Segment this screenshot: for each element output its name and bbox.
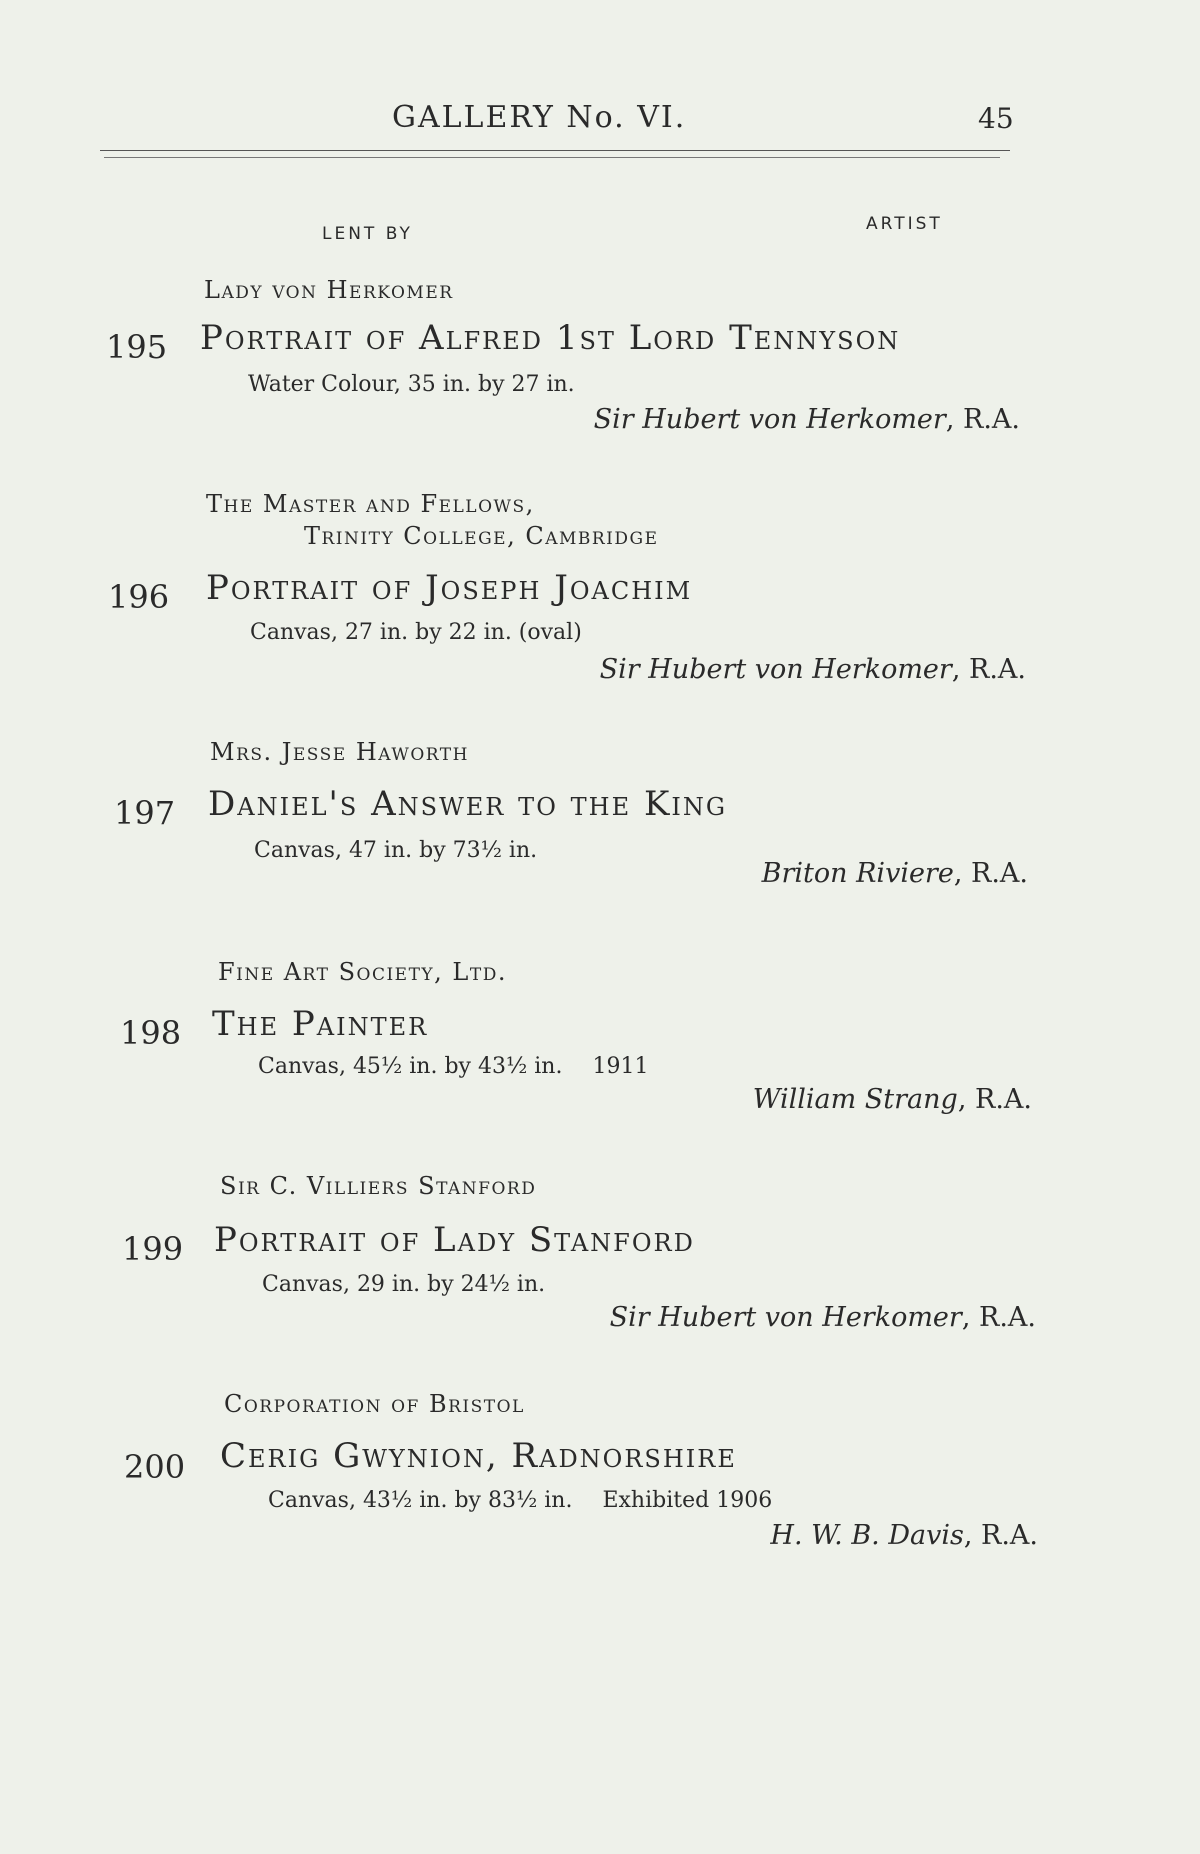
lent-by-column-heading: LENT BY <box>322 224 413 244</box>
artist-credit <box>600 654 1026 685</box>
artist-name: Briton Riviere <box>761 858 954 889</box>
work-medium <box>258 1054 648 1079</box>
gallery-title: GALLERY No. VI. <box>392 100 687 135</box>
work-medium <box>254 838 537 863</box>
medium-text: Canvas, 47 in. by 73½ in. <box>254 838 538 863</box>
artist-suffix: , R.A. <box>963 1520 1038 1551</box>
work-year: 1911 <box>592 1054 649 1079</box>
catalogue-number: 197 <box>114 794 176 832</box>
artist-credit <box>594 404 1020 435</box>
work-medium <box>250 620 582 645</box>
artist-name: Sir Hubert von Herkomer <box>609 1302 962 1333</box>
artist-name: Sir Hubert von Herkomer <box>593 404 946 435</box>
catalogue-number: 198 <box>120 1014 182 1052</box>
lender-name: Sir C. Villiers Stanford <box>220 1172 537 1200</box>
artist-column-heading: ARTIST <box>866 214 943 234</box>
lender-name: Lady von Herkomer <box>204 276 454 304</box>
work-title: Cerig Gwynion, Radnorshire <box>220 1436 737 1476</box>
artist-suffix: , R.A. <box>951 654 1026 685</box>
work-title: Portrait of Lady Stanford <box>214 1220 695 1260</box>
running-head <box>0 100 1200 140</box>
medium-text: Canvas, 29 in. by 24½ in. <box>262 1272 546 1297</box>
artist-credit <box>762 858 1028 889</box>
artist-name: William Strang <box>752 1084 958 1115</box>
medium-text: Canvas, 27 in. by 22 in. (oval) <box>250 620 582 645</box>
header-rule-thin <box>104 157 1000 158</box>
artist-name: Sir Hubert von Herkomer <box>599 654 952 685</box>
catalogue-number: 195 <box>106 328 168 366</box>
work-title: Portrait of Joseph Joachim <box>206 568 693 608</box>
artist-suffix: , R.A. <box>957 1084 1032 1115</box>
catalogue-number: 200 <box>124 1448 186 1486</box>
exhibition-note: Exhibited 1906 <box>602 1488 773 1513</box>
lender-name: Corporation of Bristol <box>224 1390 525 1418</box>
work-medium <box>268 1488 772 1513</box>
catalogue-number: 199 <box>122 1230 184 1268</box>
work-title: Portrait of Alfred 1st Lord Tennyson <box>200 318 901 358</box>
catalogue-number: 196 <box>108 578 170 616</box>
artist-name: H. W. B. Davis <box>770 1520 964 1551</box>
artist-credit <box>770 1520 1038 1551</box>
header-rule <box>100 150 1010 151</box>
artist-credit <box>753 1084 1032 1115</box>
work-medium <box>262 1272 545 1297</box>
work-title: Daniel's Answer to the King <box>208 784 727 824</box>
work-title: The Painter <box>212 1004 429 1044</box>
work-medium <box>248 372 575 397</box>
lender-name: Fine Art Society, Ltd. <box>218 958 507 986</box>
medium-text: Canvas, 45½ in. by 43½ in. <box>258 1054 563 1079</box>
page-number: 45 <box>978 102 1014 135</box>
artist-credit <box>610 1302 1036 1333</box>
lender-name: Mrs. Jesse Haworth <box>210 738 469 766</box>
artist-suffix: , R.A. <box>961 1302 1036 1333</box>
lender-name: The Master and Fellows, <box>206 490 535 518</box>
artist-suffix: , R.A. <box>945 404 1020 435</box>
lender-name-line-2: Trinity College, Cambridge <box>304 522 659 550</box>
artist-suffix: , R.A. <box>953 858 1028 889</box>
medium-text: Water Colour, 35 in. by 27 in. <box>248 372 575 397</box>
medium-text: Canvas, 43½ in. by 83½ in. <box>268 1488 573 1513</box>
